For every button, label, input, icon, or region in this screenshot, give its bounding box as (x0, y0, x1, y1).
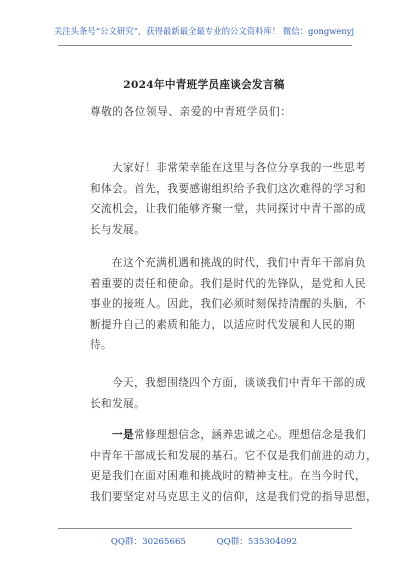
header-banner: 关注头条号“公文研究”，获得最新最全最专业的公文资料库！ 微信：gongwenyj (53, 26, 355, 36)
paragraph-line: 和体会。首先，我要感谢组织给予我们这次难得的学习和 (90, 182, 367, 195)
paragraph-1 (90, 158, 367, 240)
paragraph-line: 在这个充满机遇和挑战的时代，我们中青年干部肩负 (112, 257, 367, 269)
document-title: 2024年中青班学员座谈会发言稿 (123, 79, 285, 91)
footer-qq-group-1: QQ群：30265665 (110, 537, 186, 547)
paragraph-2 (90, 253, 367, 356)
paragraph-line: 长和发展。 (90, 397, 146, 410)
paragraph-3 (90, 373, 367, 414)
paragraph-4 (90, 425, 378, 507)
paragraph-line: 今天，我想围绕四个方面，谈谈我们中青年干部的成 (112, 377, 367, 389)
paragraph-line: 大家好！非常荣幸能在这里与各位分享我的一些思考 (112, 162, 367, 174)
paragraph-line: 断提升自己的素质和能力，以适应时代发展和人民的期 (90, 318, 356, 331)
paragraph-line: 更是我们在面对困难和挑战时的精神支柱。在当今时代， (90, 470, 367, 482)
paragraph-line: 我们要坚定对马克思主义的信仰，这是我们党的指导思想， (90, 490, 378, 503)
paragraph-line: 中青年干部成长和发展的基石。它不仅是我们前进的动力， (90, 449, 378, 462)
header-divider (58, 45, 352, 46)
paragraph-line: 长与发展。 (90, 223, 146, 236)
footer-divider (58, 528, 352, 529)
paragraph-line: 事业的接班人。因此，我们必须时刻保持清醒的头脑，不 (90, 298, 367, 310)
paragraph-line (90, 425, 367, 446)
paragraph-line: 交流机会，让我们能够齐聚一堂，共同探讨中青干部的成 (90, 203, 367, 215)
paragraph-line: 待。 (90, 339, 113, 351)
salutation: 尊敬的各位领导、亲爱的中青班学员们： (90, 106, 292, 118)
paragraph-line-text: 常修理想信念，涵养忠诚之心。理想信念是我们 (134, 429, 367, 441)
footer (0, 535, 408, 547)
paragraph-line: 着重要的责任和使命。我们是时代的先锋队，是党和人民 (90, 277, 367, 290)
footer-qq-group-2: QQ群：535304092 (216, 537, 298, 547)
paragraph-lead: 一是 (112, 429, 135, 441)
